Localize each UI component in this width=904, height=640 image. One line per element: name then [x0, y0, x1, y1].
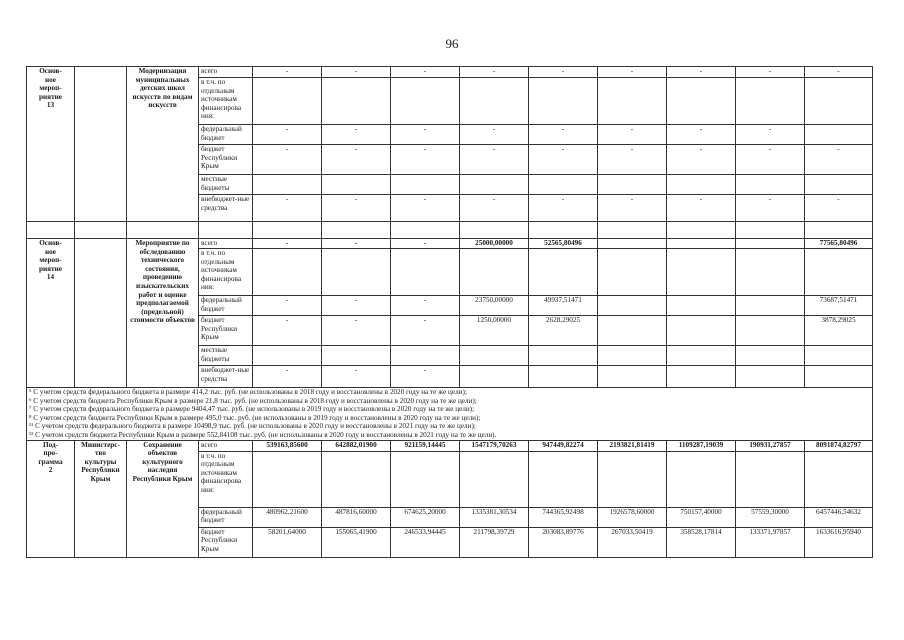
value-cell	[667, 316, 736, 346]
value-cell: 480962,21600	[253, 507, 322, 527]
value-cell	[460, 175, 529, 195]
value-cell	[805, 125, 873, 145]
value-cell	[322, 175, 391, 195]
responsible-cell: Министерс- тво культуры Республики Крым	[75, 440, 127, 557]
footnotes-cell	[27, 388, 873, 441]
value-cell: -	[322, 239, 391, 249]
block-subprogram-2	[27, 440, 873, 557]
value-cell	[667, 451, 736, 507]
value-cell: 947449,82274	[529, 440, 598, 451]
value-cell	[598, 346, 667, 366]
footnote-line: ⁵ С учетом средств федерального бюджета в размере 414,2 тыс. руб. (не использованы в 2018 году и восстановлены в 2020 году на те же цели);	[29, 388, 467, 396]
value-cell: 57559,30000	[736, 507, 805, 527]
value-cell	[736, 366, 805, 388]
value-cell	[667, 346, 736, 366]
source-label-cell: федеральный бюджет	[199, 296, 253, 316]
value-cell: -	[391, 195, 460, 222]
value-cell	[667, 175, 736, 195]
value-cell: -	[322, 366, 391, 388]
block-13	[27, 67, 873, 222]
table-row	[27, 440, 873, 451]
source-label-cell: бюджет Республики Крым	[199, 145, 253, 175]
value-cell	[529, 366, 598, 388]
value-cell	[460, 346, 529, 366]
value-cell: 73687,51471	[805, 296, 873, 316]
source-label-cell: всего	[199, 67, 253, 78]
value-cell	[667, 366, 736, 388]
table-row	[27, 239, 873, 249]
value-cell	[598, 78, 667, 125]
value-cell: -	[805, 145, 873, 175]
value-cell: 1335381,30534	[460, 507, 529, 527]
measure-name-cell: Мероприятие по обследованию технического состояния, проведению изыскательских работ и оценке предполагаемой (предельной) стоимости объектов	[127, 239, 199, 388]
value-cell	[667, 239, 736, 249]
value-cell	[253, 451, 322, 507]
row-type-cell: Основ- ное мероп- риятие 13	[27, 67, 75, 222]
value-cell: 1633616,95940	[805, 527, 873, 557]
value-cell	[805, 451, 873, 507]
footnote-line: ⁶ С учетом средств бюджета Республики Крым в размере 21,8 тыс. руб. (не использованы в 2018 году и восстановлены в 2020 году на те же цели);	[29, 396, 477, 405]
value-cell: 744365,92498	[529, 507, 598, 527]
value-cell	[667, 249, 736, 296]
value-cell	[805, 249, 873, 296]
source-label-cell: в т.ч. по отдельным источникам финансирова ния:	[199, 78, 253, 125]
source-label-cell: федеральный бюджет	[199, 507, 253, 527]
page-number: 96	[445, 36, 459, 51]
value-cell: -	[391, 125, 460, 145]
value-cell	[667, 78, 736, 125]
responsible-cell	[75, 239, 127, 388]
value-cell	[391, 249, 460, 296]
value-cell	[598, 366, 667, 388]
value-cell: 52565,80496	[529, 239, 598, 249]
row-type-cell: Под- про- грамма 2	[27, 440, 75, 557]
value-cell: 921159,14445	[391, 440, 460, 451]
value-cell	[736, 346, 805, 366]
value-cell: -	[391, 239, 460, 249]
value-cell: 1926578,60000	[598, 507, 667, 527]
value-cell	[460, 249, 529, 296]
value-cell: -	[460, 125, 529, 145]
value-cell	[460, 78, 529, 125]
value-cell: -	[322, 67, 391, 78]
value-cell: -	[253, 145, 322, 175]
value-cell	[529, 249, 598, 296]
value-cell: -	[667, 67, 736, 78]
value-cell: -	[253, 316, 322, 346]
footnote-line: ¹¹ С учетом средств федерального бюджета в размере 10498,9 тыс. руб. (не использованы в 2020 году и восстановлены в 2021 году на те же цели);	[29, 422, 476, 431]
value-cell: -	[598, 125, 667, 145]
source-label-cell: в т.ч. по отдельным источникам финансирова ния:	[199, 451, 253, 507]
budget-table	[26, 66, 873, 558]
value-cell	[460, 366, 529, 388]
source-label-cell: внебюджет-ные средства	[199, 366, 253, 388]
value-cell: 246533,94445	[391, 527, 460, 557]
value-cell: -	[598, 195, 667, 222]
value-cell: -	[253, 239, 322, 249]
source-label-cell: бюджет Республики Крым	[199, 316, 253, 346]
value-cell: -	[736, 125, 805, 145]
source-label-cell: внебюджет-ные средства	[199, 195, 253, 222]
value-cell: 155065,41900	[322, 527, 391, 557]
value-cell: -	[460, 67, 529, 78]
source-label-cell: местные бюджеты	[199, 175, 253, 195]
value-cell: -	[667, 145, 736, 175]
value-cell	[529, 175, 598, 195]
table-row	[27, 67, 873, 78]
value-cell	[391, 346, 460, 366]
value-cell	[322, 451, 391, 507]
value-cell	[391, 175, 460, 195]
value-cell: 2193821,81419	[598, 440, 667, 451]
measure-name-cell: Модернизация муниципальных детских школ искусств по видам искусств	[127, 67, 199, 222]
value-cell: -	[667, 195, 736, 222]
value-cell	[736, 296, 805, 316]
value-cell: -	[391, 145, 460, 175]
gap-13-14	[27, 222, 873, 239]
value-cell: -	[667, 125, 736, 145]
value-cell: 750157,40000	[667, 507, 736, 527]
value-cell	[529, 78, 598, 125]
value-cell	[598, 316, 667, 346]
value-cell: -	[322, 195, 391, 222]
value-cell	[322, 249, 391, 296]
value-cell: -	[391, 366, 460, 388]
value-cell	[805, 366, 873, 388]
value-cell: 25000,00000	[460, 239, 529, 249]
value-cell: 3878,29025	[805, 316, 873, 346]
value-cell: -	[253, 296, 322, 316]
value-cell: -	[253, 67, 322, 78]
value-cell	[598, 239, 667, 249]
value-cell: -	[598, 67, 667, 78]
value-cell: -	[529, 125, 598, 145]
value-cell	[736, 316, 805, 346]
value-cell: -	[529, 195, 598, 222]
footnote-line: ⁸ С учетом средств бюджета Республики Крым в размере 495,0 тыс. руб. (не использованы в 2019 году и восстановлены в 2020 году на те же цели);	[29, 413, 481, 422]
value-cell	[529, 451, 598, 507]
value-cell	[667, 296, 736, 316]
value-cell: 58201,64000	[253, 527, 322, 557]
value-cell: -	[529, 145, 598, 175]
value-cell	[391, 78, 460, 125]
value-cell: -	[736, 67, 805, 78]
value-cell	[253, 175, 322, 195]
row-type-cell: Основ- ное мероп- риятие 14	[27, 239, 75, 388]
value-cell: -	[322, 145, 391, 175]
value-cell	[598, 296, 667, 316]
value-cell: 49937,51471	[529, 296, 598, 316]
value-cell: -	[391, 316, 460, 346]
value-cell: 1547179,70263	[460, 440, 529, 451]
value-cell: 133371,97857	[736, 527, 805, 557]
value-cell: -	[253, 125, 322, 145]
value-cell: 1109287,19039	[667, 440, 736, 451]
value-cell	[253, 346, 322, 366]
value-cell	[805, 78, 873, 125]
source-label-cell: всего	[199, 440, 253, 451]
value-cell: -	[736, 145, 805, 175]
value-cell: -	[322, 125, 391, 145]
value-cell: 8091874,82797	[805, 440, 873, 451]
value-cell: -	[391, 67, 460, 78]
value-cell	[253, 249, 322, 296]
value-cell: -	[598, 145, 667, 175]
value-cell: -	[391, 296, 460, 316]
value-cell: 642882,01900	[322, 440, 391, 451]
value-cell	[736, 249, 805, 296]
value-cell	[598, 249, 667, 296]
value-cell: -	[529, 67, 598, 78]
value-cell: 1250,00000	[460, 316, 529, 346]
value-cell: 267033,50419	[598, 527, 667, 557]
value-cell: 674625,20000	[391, 507, 460, 527]
value-cell	[736, 239, 805, 249]
value-cell: -	[322, 316, 391, 346]
value-cell: -	[736, 195, 805, 222]
value-cell	[598, 175, 667, 195]
value-cell: 487816,60000	[322, 507, 391, 527]
value-cell: 77565,80496	[805, 239, 873, 249]
value-cell	[805, 175, 873, 195]
value-cell: 203083,89776	[529, 527, 598, 557]
value-cell	[253, 78, 322, 125]
source-label-cell: местные бюджеты	[199, 346, 253, 366]
value-cell	[598, 451, 667, 507]
value-cell: 2628,29025	[529, 316, 598, 346]
source-label-cell: всего	[199, 239, 253, 249]
source-label-cell: федеральный бюджет	[199, 125, 253, 145]
value-cell	[460, 451, 529, 507]
value-cell	[322, 346, 391, 366]
value-cell	[736, 451, 805, 507]
value-cell: -	[805, 67, 873, 78]
value-cell: 23750,00000	[460, 296, 529, 316]
footnote-line: ⁷ С учетом средств федерального бюджета в размере 9404,47 тыс. руб. (не использованы в 2019 году и восстановлены в 2020 году на те же цели);	[29, 405, 475, 414]
value-cell: -	[253, 195, 322, 222]
responsible-cell	[75, 67, 127, 222]
value-cell: -	[253, 366, 322, 388]
footnotes	[27, 388, 873, 441]
value-cell: -	[805, 195, 873, 222]
value-cell	[322, 78, 391, 125]
value-cell: 539163,85600	[253, 440, 322, 451]
value-cell: 358528,17814	[667, 527, 736, 557]
source-label-cell: в т.ч. по отдельным источникам финансирова ния:	[199, 249, 253, 296]
value-cell	[736, 175, 805, 195]
value-cell: 6457446,54632	[805, 507, 873, 527]
footnote-line: ¹² С учетом средств бюджета Республики Крым в размере 552,84108 тыс. руб. (не использованы в 2020 году и восстановлены в 2021 году на те же цели).	[29, 430, 497, 439]
value-cell: -	[460, 195, 529, 222]
block-14	[27, 239, 873, 388]
value-cell	[805, 346, 873, 366]
value-cell	[736, 78, 805, 125]
value-cell	[391, 451, 460, 507]
measure-name-cell: Сохранение объектов культурного наследия Республики Крым	[127, 440, 199, 557]
value-cell: -	[460, 145, 529, 175]
value-cell	[529, 346, 598, 366]
source-label-cell: бюджет Республики Крым	[199, 527, 253, 557]
value-cell: 211798,39729	[460, 527, 529, 557]
value-cell: 190931,27857	[736, 440, 805, 451]
value-cell: -	[322, 296, 391, 316]
